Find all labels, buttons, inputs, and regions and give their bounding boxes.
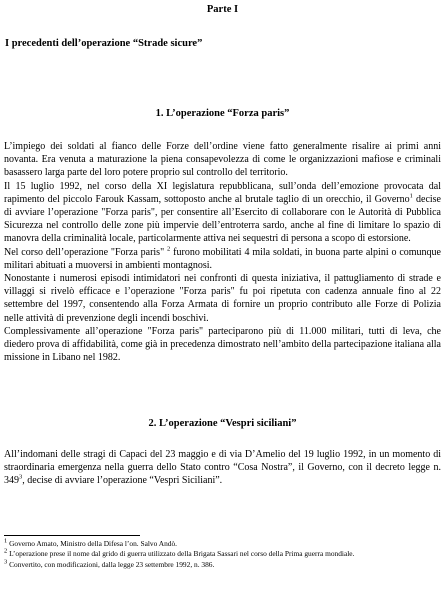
footnote-ref: 1 <box>409 192 413 200</box>
paragraph: Il 15 luglio 1992, nel corso della XI legislatura repubblicana, sull’onda dell’emozione provocata dal rapimento del piccolo Farouk Kassam, sottoposto anche al brutale taglio di un orecchio, il Governo$^1$ decise di avviare l’operazione "Forza paris", per consentire all’Esercito di collaborare con le Autorità di Pubblica Sicurezza nel controllo delle zone più impervie dell’entroterra sardo, anche al fine di limitare lo spazio di manovra della criminalità locale, particolarmente attiva nei sequestri di persona a scopo di estorsione. <box>4 180 441 245</box>
section-2-title: 2. L’operazione “Vespri siciliani” <box>148 418 297 429</box>
footnote-separator <box>4 535 140 536</box>
footnote-number: 3 <box>4 558 8 566</box>
paragraph: Nonostante i numerosi episodi intimidatori nei confronti di questa iniziativa, il pattugliamento di strade e villaggi si rivelò efficace e l’operazione "Forza paris" fu poi ripetuta con cadenza annuale fino al 22 settembre del 1997, consentendo alla Forza Armata di fornire un proprio contributo alle Forze di Polizia nelle attività di prevenzione degli incendi boschivi. <box>4 273 441 324</box>
footnote-number: 2 <box>4 547 8 555</box>
paragraph: Nel corso dell’operazione "Forza paris" $^2$ furono mobilitati 4 mila soldati, in buona parte alpini o comunque militari abituati a muoversi in ambienti montagnosi. <box>4 245 441 271</box>
section-2-body <box>4 448 441 488</box>
section-1-title: 1. L’operazione “Forza paris” <box>155 108 290 119</box>
paragraph: L’impiego dei soldati al fianco delle Forze dell’ordine viene fatto generalmente risalire ai primi anni novanta. Era venuta a maturazione la piena consapevolezza di come le organizzazioni mafiose e criminali basassero larga parte del loro potere proprio sul controllo del territorio. <box>4 141 441 179</box>
section-1-body <box>4 140 441 364</box>
footnote-ref: 3 <box>19 474 23 482</box>
paragraph: Complessivamente all’operazione "Forza paris" parteciparono più di 11.000 militari, tutti di leva, che diedero prova di affidabilità, come già in precedenza dimostrato nell’ambito della partecipazione italiana alla missione in Libano nel 1982. <box>4 325 441 364</box>
footnote: $^3$ Convertito, con modificazioni, dalla legge 23 settembre 1992, n. 386. <box>4 558 215 569</box>
footnote: $^1$ Governo Amato, Ministro della Difesa l’on. Salvo Andò. <box>4 537 178 548</box>
footnote-ref: 2 <box>167 245 171 253</box>
part-heading: I precedenti dell’operazione “Strade sicure” <box>5 38 203 49</box>
paragraph: All’indomani delle stragi di Capaci del 23 maggio e di via D’Amelio del 19 luglio 1992, in un momento di straordinaria emergenza nella guerra dello Stato contro “Cosa Nostra”, il Governo, con il decreto legge n. $349^3$, decise di avviare l’operazione “Vespri Siciliani”. <box>4 449 441 487</box>
footnote-number: 1 <box>4 537 8 545</box>
footnote: $^2$ L’operazione prese il nome dal grido di guerra utilizzato della Brigata Sassari nel corso della Prima guerra mondiale. <box>4 547 355 559</box>
footnotes <box>4 539 441 570</box>
part-title: Parte I <box>206 4 239 15</box>
